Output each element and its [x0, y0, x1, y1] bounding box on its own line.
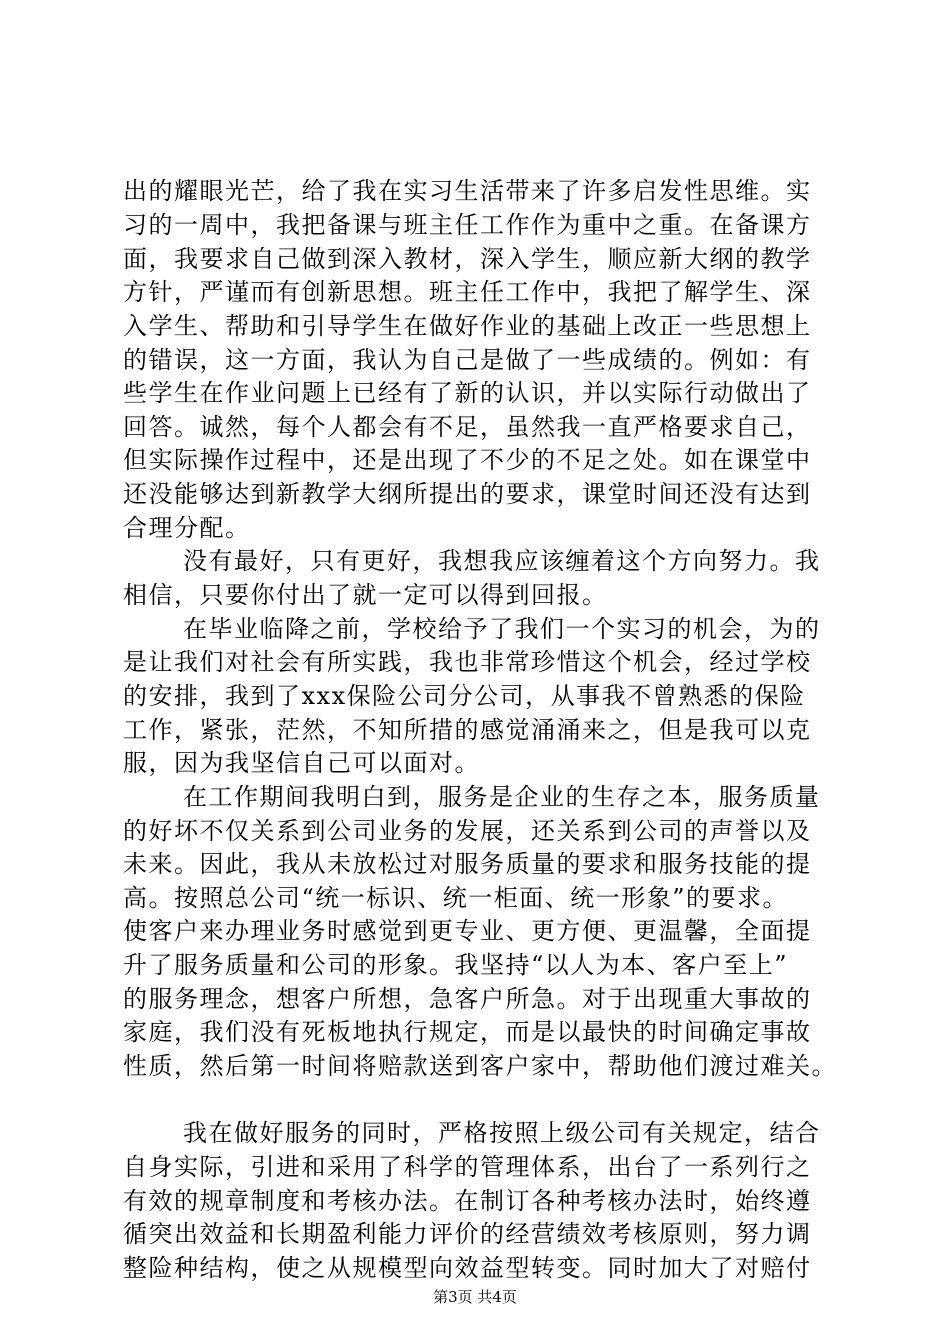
text-line: 还没能够达到新教学大纲所提出的要求，课堂时间还没有达到 [123, 480, 812, 508]
text-line: 是让我们对社会有所实践，我也非常珍惜这个机会，经过学校 [123, 648, 812, 676]
text-line: 性质，然后第一时间将赔款送到客户家中，帮助他们渡过难关。 [123, 1052, 837, 1080]
text-line: 入学生、帮助和引导学生在做好作业的基础上改正一些思想上 [123, 312, 812, 340]
text-line: 些学生在作业问题上已经有了新的认识，并以实际行动做出了 [123, 379, 812, 407]
text-line: 升了服务质量和公司的形象。我坚持“以人为本、客户至上” [123, 951, 789, 979]
text-line: 方针，严谨而有创新思想。班主任工作中，我把了解学生、深 [123, 278, 812, 306]
text-line: 在毕业临降之前，学校给予了我们一个实习的机会，为的 [183, 615, 821, 643]
text-line: 合理分配。 [123, 514, 251, 542]
text-line: 的服务理念，想客户所想，急客户所急。对于出现重大事故的 [123, 985, 812, 1013]
text-line: 没有最好，只有更好，我想我应该缠着这个方向努力。我 [183, 547, 821, 575]
text-line: 在工作期间我明白到，服务是企业的生存之本，服务质量 [183, 783, 821, 811]
text-line: 我在做好服务的同时，严格按照上级公司有关规定，结合 [183, 1119, 821, 1147]
text-line: 高。按照总公司“统一标识、统一柜面、统一形象”的要求。 [123, 884, 789, 912]
text-line: 的错误，这一方面，我认为自己是做了一些成绩的。例如：有 [123, 346, 812, 374]
text-line: 自身实际，引进和采用了科学的管理体系，出台了一系列行之 [123, 1153, 812, 1181]
text-line: 家庭，我们没有死板地执行规定，而是以最快的时间确定事故 [123, 1018, 812, 1046]
text-line: 出的耀眼光芒，给了我在实习生活带来了许多启发性思维。实 [123, 177, 812, 205]
text-line: 回答。诚然，每个人都会有不足，虽然我一直严格要求自己， [123, 413, 812, 441]
text-line: 相信，只要你付出了就一定可以得到回报。 [123, 581, 608, 609]
text-line: 习的一周中，我把备课与班主任工作作为重中之重。在备课方 [123, 211, 812, 239]
text-line: 的好坏不仅关系到公司业务的发展，还关系到公司的声誉以及 [123, 817, 812, 845]
text-line: 服，因为我坚信自己可以面对。 [123, 749, 480, 777]
text-line: 面，我要求自己做到深入教材，深入学生，顺应新大纲的教学 [123, 245, 812, 273]
text-line: 但实际操作过程中，还是出现了不少的不足之处。如在课堂中 [123, 446, 812, 474]
text-line: 工作，紧张，茫然，不知所措的感觉涌涌来之，但是我可以克 [123, 716, 812, 744]
text-line: 整险种结构，使之从规模型向效益型转变。同时加大了对赔付 [123, 1254, 812, 1282]
text-line: 未来。因此，我从未放松过对服务质量的要求和服务技能的提 [123, 850, 812, 878]
text-line: 的安排，我到了xxx保险公司分公司，从事我不曾熟悉的保险 [123, 682, 806, 710]
text-line: 循突出效益和长期盈利能力评价的经营绩效考核原则，努力调 [123, 1220, 812, 1248]
page-number: 第3页 共4页 [433, 1288, 517, 1306]
text-line: 使客户来办理业务时感觉到更专业、更方便、更温馨，全面提 [123, 917, 812, 945]
text-line: 有效的规章制度和考核办法。在制订各种考核办法时，始终遵 [123, 1187, 812, 1215]
